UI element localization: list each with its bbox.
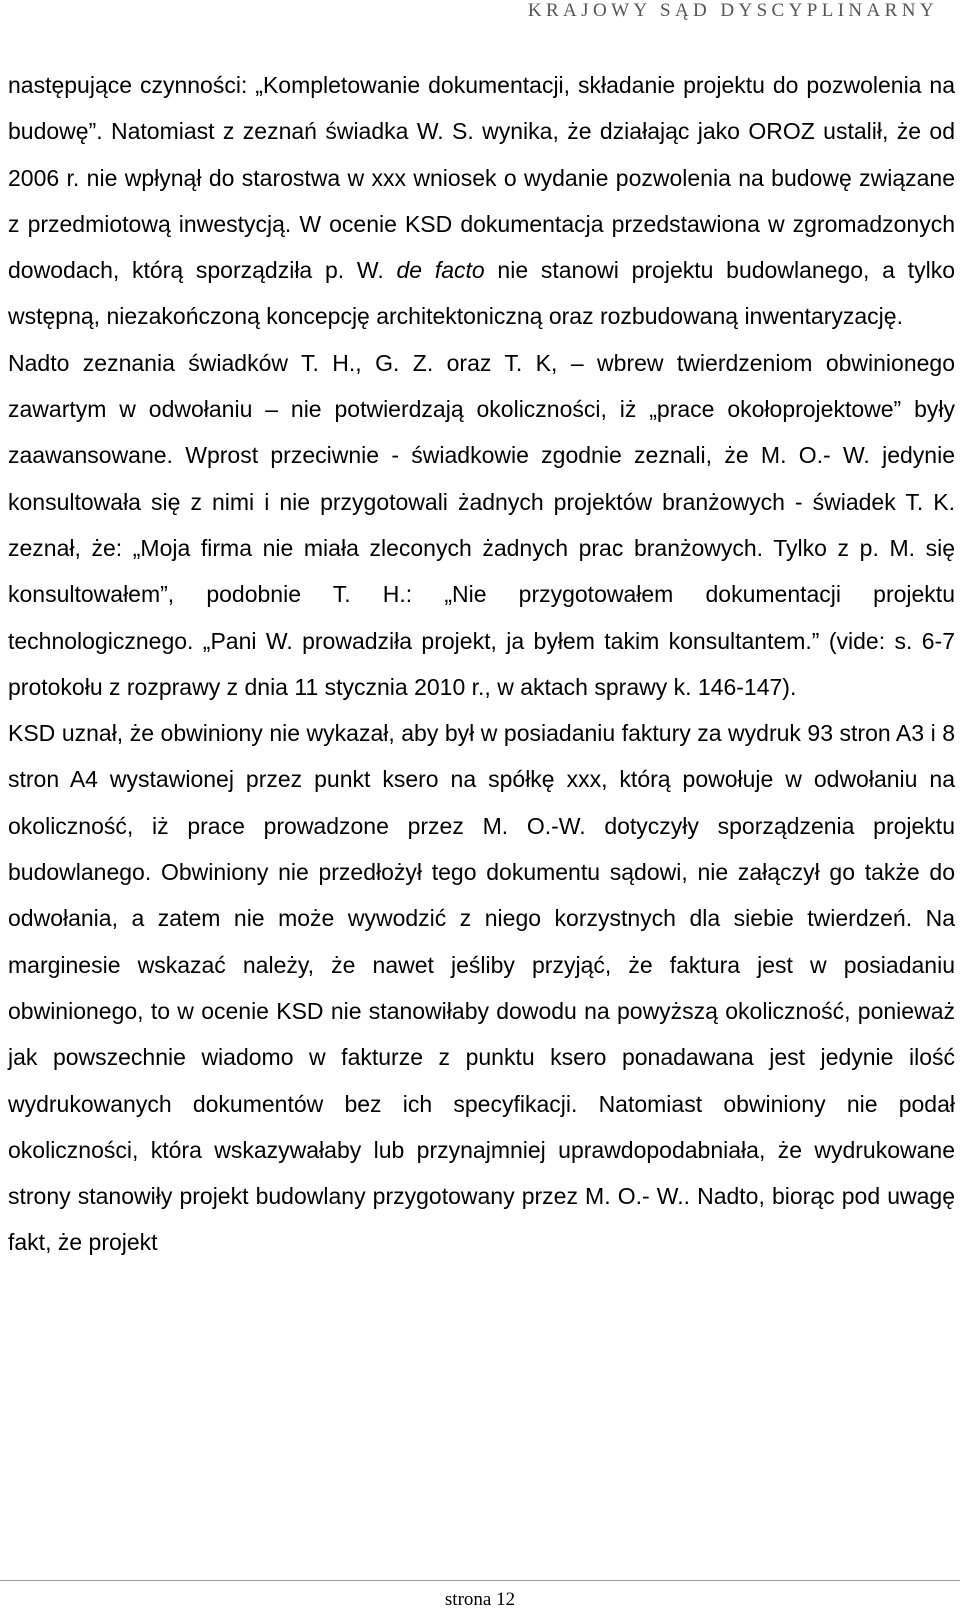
document-body <box>8 62 955 1266</box>
paragraph: KSD uznał, że obwiniony nie wykazał, aby był w posiadaniu faktury za wydruk 93 stron A3 i 8 stron A4 wystawionej przez punkt ksero na spółkę xxx, którą powołuje w odwołaniu na okoliczność, iż prace prowadzone przez M. O.-W. dotyczyły sporządzenia projektu budowlanego. Obwiniony nie przedłożył tego dokumentu sądowi, nie załączył go także do odwołania, a zatem nie może wywodzić z niego korzystnych dla siebie twierdzeń. Na marginesie wskazać należy, że nawet jeśliby przyjąć, że faktura jest w posiadaniu obwinionego, to w ocenie KSD nie stanowiłaby dowodu na powyższą okoliczność, ponieważ jak powszechnie wiadomo w fakturze z punktu ksero ponadawana jest jedynie ilość wydrukowanych dokumentów bez ich specyfikacji. Natomiast obwiniony nie podał okoliczności, która wskazywałaby lub przynajmniej uprawdopodabniała, że wydrukowane strony stanowiły projekt budowlany przygotowany przez M. O.- W.. Nadto, biorąc pod uwagę fakt, że projekt <box>8 720 955 1256</box>
footer-divider <box>0 1580 960 1581</box>
page-header <box>0 0 960 26</box>
court-name: KRAJOWY SĄD DYSCYPLINARNY <box>527 0 938 21</box>
page-number: strona 12 <box>444 1589 516 1610</box>
paragraph <box>8 62 955 340</box>
paragraph: Nadto zeznania świadków T. H., G. Z. oraz T. K, – wbrew twierdzeniom obwinionego zawartym w odwołaniu – nie potwierdzają okoliczności, iż „prace okołoprojektowe” były zaawansowane. Wprost przeciwnie - świadkowie zgodnie zeznali, że M. O.- W. jedynie konsultowała się z nimi i nie przygotowali żadnych projektów branżowych - świadek T. K. zeznał, że: „Moja firma nie miała zleconych żadnych prac branżowych. Tylko z p. M. się konsultowałem”, podobnie T. H.: „Nie przygotowałem dokumentacji projektu technologicznego. „Pani W. prowadziła projekt, ja byłem takim konsultantem.” (vide: s. 6-7 protokołu z rozprawy z dnia 11 stycznia 2010 r., w aktach sprawy k. 146-147). <box>8 349 955 700</box>
italic-phrase: de facto <box>396 257 485 284</box>
paragraph-text: następujące czynności: „Kompletowanie dokumentacji, składanie projektu do pozwolenia na budowę”. Natomiast z zeznań świadka W. S. wynika, że działając jako OROZ ustalił, że od 2006 r. nie wpłynął do starostwa w xxx wniosek o wydanie pozwolenia na budowę związane z przedmiotową inwestycją. W ocenie KSD dokumentacja przedstawiona w zgromadzonych dowodach, którą sporządziła p. W. <box>8 72 955 284</box>
paragraph-text: nie stanowi projektu budowlanego, a tylko wstępną, niezakończoną koncepcję architektoniczną oraz rozbudowaną inwentaryzację. <box>8 257 955 330</box>
